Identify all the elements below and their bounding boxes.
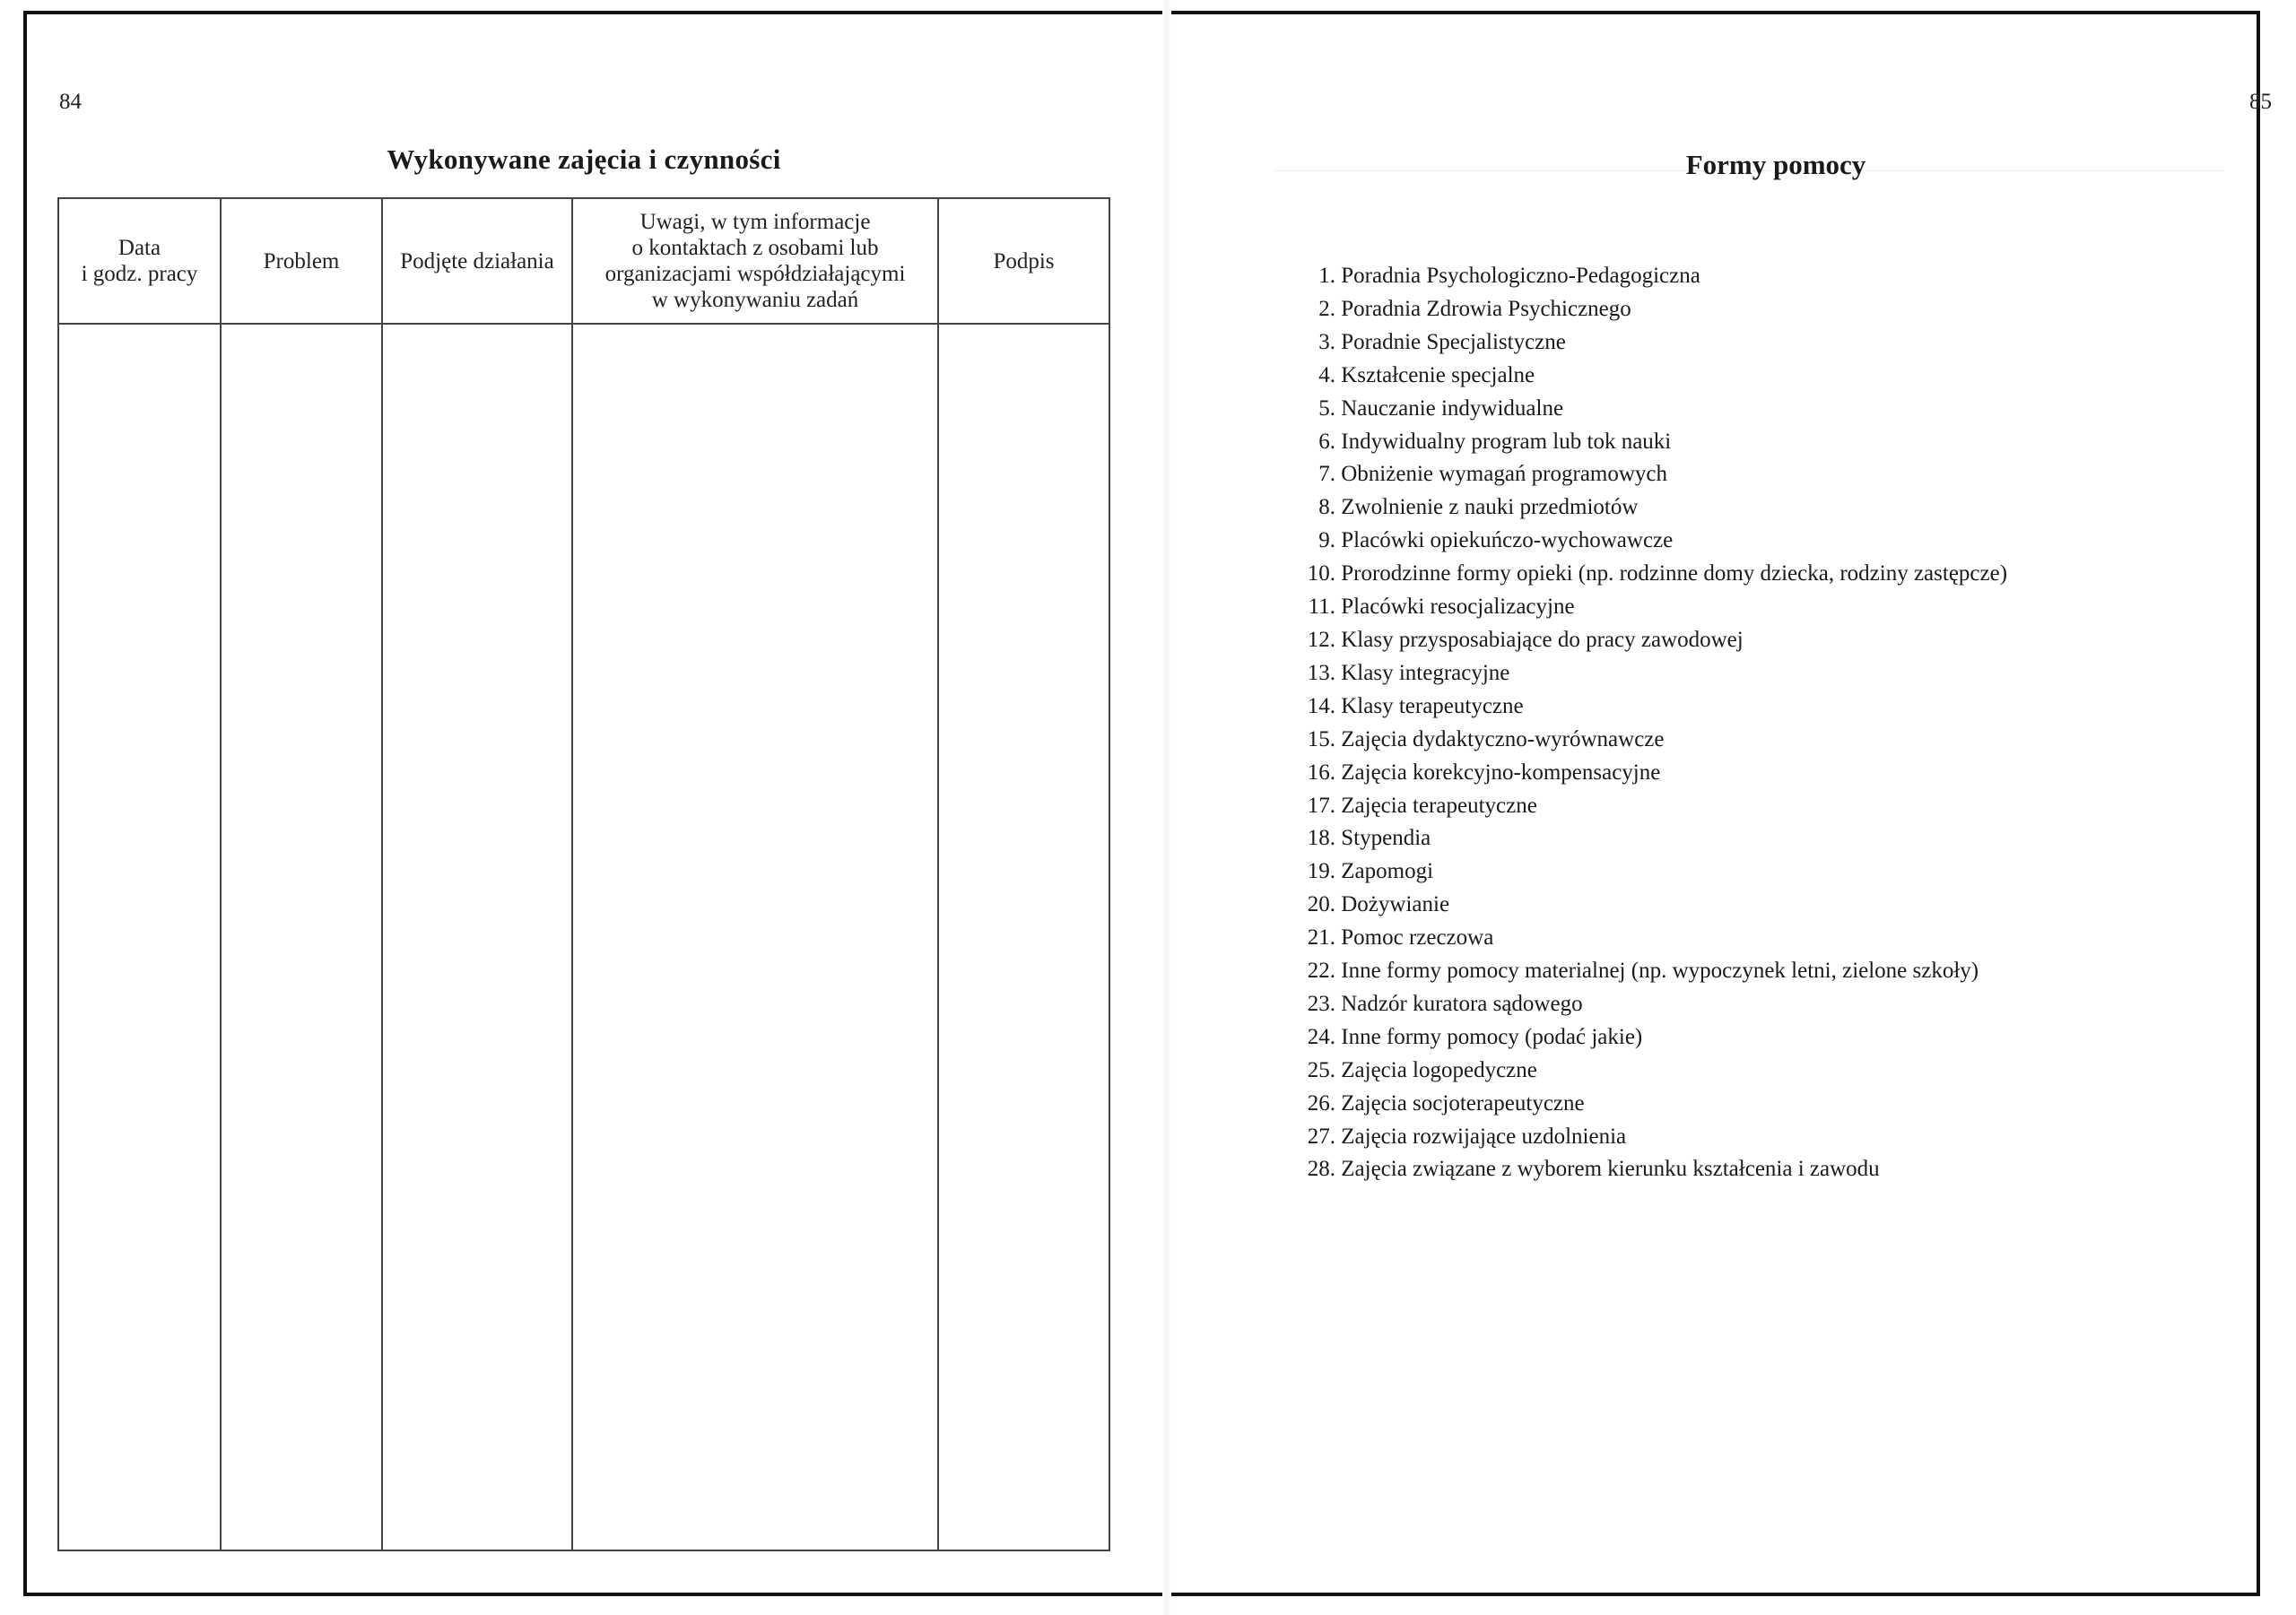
list-item-number: 22. xyxy=(1307,959,1335,984)
list-item-text: Obniżenie wymagań programowych xyxy=(1341,462,1668,487)
list-item-number: 19. xyxy=(1307,859,1335,884)
list-item-text: Zajęcia związane z wyborem kierunku kształcenia i zawodu xyxy=(1341,1157,1880,1182)
list-item-text: Zapomogi xyxy=(1341,859,1434,884)
list-item-text: Zajęcia rozwijające uzdolnienia xyxy=(1341,1124,1627,1149)
list-item-number: 1. xyxy=(1318,264,1335,288)
list-item-number: 18. xyxy=(1307,826,1335,851)
list-item xyxy=(1265,889,2007,922)
list-item xyxy=(1265,1121,2007,1154)
list-item-text: Poradnie Specjalistyczne xyxy=(1341,329,1566,354)
list-item xyxy=(1265,690,2007,724)
list-item-text: Zwolnienie z nauki przedmiotów xyxy=(1341,495,1639,520)
list-item-text: Klasy integracyjne xyxy=(1341,660,1510,685)
list-item xyxy=(1265,757,2007,790)
list-item-number: 26. xyxy=(1307,1090,1335,1116)
header-problem xyxy=(221,198,382,324)
list-item xyxy=(1265,591,2007,624)
list-item-number: 21. xyxy=(1307,925,1335,951)
left-page-title: Wykonywane zajęcia i czynności xyxy=(387,143,781,175)
header-actions-line: Podjęte działania xyxy=(400,248,554,274)
list-item-number: 17. xyxy=(1307,793,1335,818)
list-item-number: 6. xyxy=(1318,429,1335,454)
list-item-number: 27. xyxy=(1307,1124,1335,1149)
list-item-text: Zajęcia dydaktyczno-wyrównawcze xyxy=(1341,726,1665,751)
header-notes xyxy=(572,198,938,324)
list-item-number: 10. xyxy=(1307,561,1335,586)
list-item-number: 23. xyxy=(1307,991,1335,1016)
list-item-number: 15. xyxy=(1307,726,1335,751)
list-item xyxy=(1265,724,2007,757)
list-item-text: Indywidualny program lub tok nauki xyxy=(1341,429,1672,454)
list-item-text: Zajęcia korekcyjno-kompensacyjne xyxy=(1341,760,1661,785)
cell-signature[interactable] xyxy=(938,324,1109,1550)
list-item xyxy=(1265,955,2007,988)
cell-actions[interactable] xyxy=(382,324,572,1550)
list-item xyxy=(1265,393,2007,426)
cell-date[interactable] xyxy=(58,324,221,1550)
cell-notes[interactable] xyxy=(572,324,938,1550)
header-signature-line: Podpis xyxy=(993,248,1055,274)
list-item-text: Dożywianie xyxy=(1341,892,1450,917)
left-page-number: 84 xyxy=(59,90,82,114)
list-item-number: 20. xyxy=(1307,892,1335,917)
right-page-title: Formy pomocy xyxy=(1685,149,1866,180)
table-empty-row xyxy=(58,324,1109,1550)
list-item-number: 7. xyxy=(1318,462,1335,487)
list-item-text: Inne formy pomocy materialnej (np. wypoczynek letni, zielone szkoły) xyxy=(1341,959,1979,984)
list-item-number: 24. xyxy=(1307,1024,1335,1049)
list-item-number: 16. xyxy=(1307,760,1335,785)
header-date-line: i godz. pracy xyxy=(81,262,198,286)
list-item-text: Inne formy pomocy (podać jakie) xyxy=(1341,1024,1643,1049)
list-item xyxy=(1265,822,2007,855)
header-date-line: Data xyxy=(117,236,161,260)
list-item-number: 9. xyxy=(1318,528,1335,553)
list-item xyxy=(1265,426,2007,459)
list-item-text: Nauczanie indywidualne xyxy=(1341,395,1564,421)
list-item xyxy=(1265,491,2007,525)
list-item-text: Poradnia Zdrowia Psychicznego xyxy=(1341,296,1631,321)
list-item-text: Zajęcia logopedyczne xyxy=(1341,1057,1537,1082)
header-date xyxy=(58,198,221,324)
list-item xyxy=(1265,624,2007,657)
header-problem-line: Problem xyxy=(263,248,340,274)
list-item-number: 12. xyxy=(1307,627,1335,652)
list-item-text: Zajęcia socjoterapeutyczne xyxy=(1341,1090,1585,1116)
list-item-number: 28. xyxy=(1307,1157,1335,1182)
list-item xyxy=(1265,293,2007,326)
header-notes-line: w wykonywaniu zadań xyxy=(651,288,859,312)
list-item-text: Klasy przysposabiające do pracy zawodowej xyxy=(1341,627,1744,652)
list-item xyxy=(1265,458,2007,491)
list-item-number: 8. xyxy=(1318,495,1335,520)
right-page-number: 85 xyxy=(2249,90,2272,114)
cell-problem[interactable] xyxy=(221,324,382,1550)
list-item-number: 14. xyxy=(1307,693,1335,718)
activity-log-table xyxy=(57,197,1110,1551)
list-item xyxy=(1265,326,2007,360)
list-item-text: Klasy terapeutyczne xyxy=(1341,693,1524,718)
list-item xyxy=(1265,1021,2007,1055)
list-item-text: Pomoc rzeczowa xyxy=(1341,925,1494,951)
header-notes-line: o kontaktach z osobami lub xyxy=(631,236,879,260)
list-item xyxy=(1265,558,2007,591)
list-item-number: 25. xyxy=(1307,1057,1335,1082)
list-item-text: Placówki opiekuńczo-wychowawcze xyxy=(1341,528,1674,553)
list-item xyxy=(1265,922,2007,955)
list-item xyxy=(1265,790,2007,823)
list-item xyxy=(1265,988,2007,1021)
list-item-text: Zajęcia terapeutyczne xyxy=(1341,793,1537,818)
book-spine xyxy=(1162,0,1171,1615)
list-item xyxy=(1265,260,2007,293)
table-header-row xyxy=(58,198,1109,324)
list-item-number: 2. xyxy=(1318,296,1335,321)
list-item-number: 5. xyxy=(1318,395,1335,421)
list-item-text: Kształcenie specjalne xyxy=(1341,362,1535,387)
header-notes-line: Uwagi, w tym informacje xyxy=(639,210,871,234)
list-item xyxy=(1265,1088,2007,1121)
list-item xyxy=(1265,360,2007,393)
list-item xyxy=(1265,855,2007,889)
help-forms-list xyxy=(1265,260,2007,1186)
list-item xyxy=(1265,1153,2007,1186)
list-item xyxy=(1265,525,2007,558)
list-item-text: Stypendia xyxy=(1341,826,1431,851)
list-item-text: Prorodzinne formy opieki (np. rodzinne domy dziecka, rodziny zastępcze) xyxy=(1341,561,2008,586)
list-item-text: Nadzór kuratora sądowego xyxy=(1341,991,1583,1016)
list-item-number: 4. xyxy=(1318,362,1335,387)
list-item xyxy=(1265,657,2007,690)
list-item-text: Placówki resocjalizacyjne xyxy=(1341,595,1575,620)
header-actions xyxy=(382,198,572,324)
list-item-number: 3. xyxy=(1318,329,1335,354)
header-signature xyxy=(938,198,1109,324)
list-item xyxy=(1265,1055,2007,1088)
list-item-number: 13. xyxy=(1307,660,1335,685)
list-item-number: 11. xyxy=(1308,595,1335,620)
list-item-text: Poradnia Psychologiczno-Pedagogiczna xyxy=(1341,264,1700,288)
header-notes-line: organizacjami współdziałającymi xyxy=(604,262,906,286)
